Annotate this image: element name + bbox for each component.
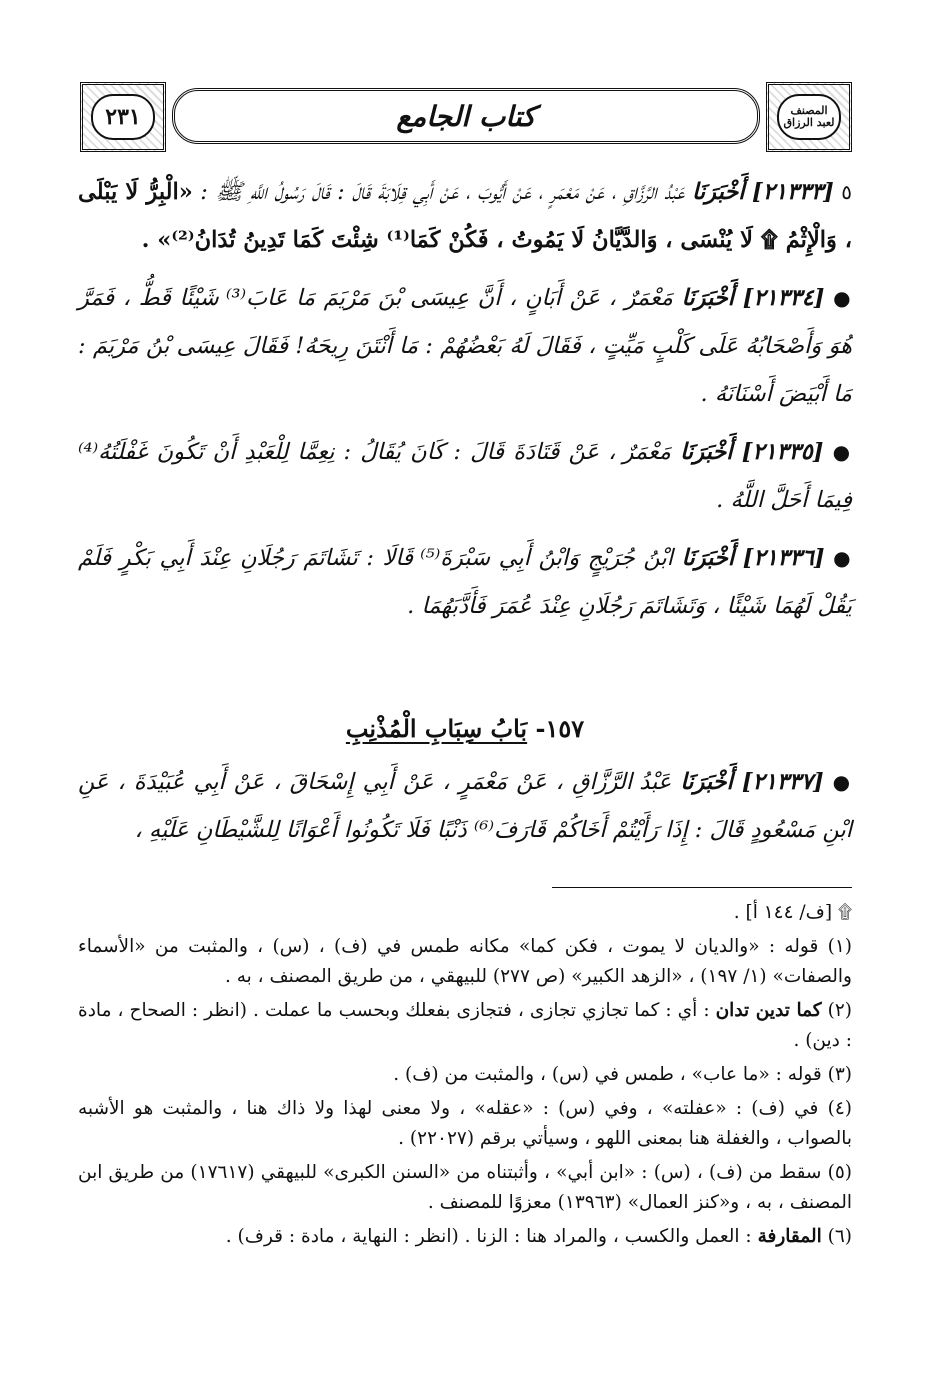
footnote-3: (٣) قوله : «ما عاب» ، طمس في (س) ، والمثبت من (ف) . [393, 1064, 852, 1085]
page-number: ٢٣١ [105, 104, 141, 130]
chapter-number: ١٥٧- [535, 714, 585, 743]
hadith-21334: ● [٢١٣٣٤] أَخْبَرَنَا مَعْمَرٌ ، عَنْ أَبَانٍ ، أَنَّ عِيسَى بْنَ مَرْيَمَ مَا عَابَ⁽³⁾ شَيْئًا قَطُّ ، فَمَرَّ هُوَ وَأَصْحَابُهُ عَلَى كَلْبٍ مَيِّتٍ ، فَقَالَ لَهُ بَعْضُهُمْ : مَا أَنْتَنَ رِيحَهُ! فَقَالَ عِيسَى بْنُ مَرْيَمَ : مَا أَبْيَضَ أَسْنَانَهُ . [78, 285, 853, 407]
footnotes [78, 898, 852, 1256]
hadith-21333: ٥ [٢١٣٣٣] أَخْبَرَنَا عَبْدُ الرَّزَّاقِ ، عَنْ مَعْمَرٍ ، عَنْ أَيُّوبَ ، عَنْ أَبِي قِلَابَةَ قَالَ : قَالَ رَسُولُ اللَّهِ ﷺ : «الْبِرُّ لَا يَبْلَى ، وَالْإِثْمُ ۩ لَا يُنْسَى ، وَالدَّيَّانُ لَا يَمُوتُ ، فَكُنْ كَمَا⁽¹⁾ شِئْتَ كَمَا تَدِينُ تُدَانُ⁽²⁾» . [78, 179, 853, 253]
title-cartouche [172, 88, 760, 144]
main-text-upper [78, 168, 852, 640]
footnote-4: (٤) في (ف) : «عفلته» ، وفي (س) : «عقله» ، ولا معنى لهذا ولا ذاك هنا ، والمثبت هو الأشبه بالصواب ، والغفلة هنا بمعنى اللهو ، وسيأتي برقم (٢٢٠٢٧) . [78, 1098, 852, 1149]
footnote-5: (٥) سقط من (ف) ، (س) : «ابن أبي» ، وأثبتناه من «السنن الكبرى» للبيهقي (١٧٦١٧) من طريق ابن المصنف ، به ، و«كنز العمال» (١٣٩٦٣) معزوًا للمصنف . [78, 1162, 852, 1213]
page-number-cartouche [80, 82, 166, 152]
footnote-folio: ۩ [ف/ ١٤٤ أ] . [733, 902, 852, 923]
chapter-title: بَابُ سِبَابِ الْمُذْنِبِ [345, 714, 528, 743]
hadith-21336: ● [٢١٣٣٦] أَخْبَرَنَا ابْنُ جُرَيْجٍ وَابْنُ أَبِي سَبْرَةَ⁽⁵⁾ قَالَا : تَشَاتَمَ رَجُلَانِ عِنْدَ أَبِي بَكْرٍ فَلَمْ يَقُلْ لَهُمَا شَيْئًا ، وَتَشَاتَمَ رَجُلَانِ عِنْدَ عُمَرَ فَأَدَّبَهُمَا . [78, 545, 852, 619]
page-header [80, 82, 852, 152]
hadith-21337: ● [٢١٣٣٧] أَخْبَرَنَا عَبْدُ الرَّزَّاقِ ، عَنْ مَعْمَرٍ ، عَنْ أَبِي إِسْحَاقَ ، عَنْ أَبِي عُبَيْدَةَ ، عَنِ ابْنِ مَسْعُودٍ قَالَ : إِذَا رَأَيْتُمْ أَخَاكُمْ قَارَفَ⁽⁶⁾ ذَنْبًا فَلَا تَكُونُوا أَعْوَانًا لِلشَّيْطَانِ عَلَيْهِ ، [78, 769, 852, 843]
main-text-lower [78, 758, 852, 864]
chapter-heading [78, 714, 852, 743]
book-title: كتاب الجامع [396, 99, 536, 133]
footnote-2: (٢) كما تدين تدان : أي : كما تجازي تجازى ، فتجازى بفعلك وبحسب ما عملت . (انظر : الصحاح ، مادة : دين) . [78, 1000, 852, 1051]
seal-logo [766, 82, 852, 152]
footnote-6: (٦) المقارفة : العمل والكسب ، والمراد هنا : الزنا . (انظر : النهاية ، مادة : قرف) . [225, 1226, 852, 1247]
footnote-1: (١) قوله : «والديان لا يموت ، فكن كما» مكانه طمس في (ف) ، (س) ، والمثبت من «الأسماء والصفات» (١/ ١٩٧) ، «الزهد الكبير» (ص ٢٧٧) للبيهقي ، من طريق المصنف ، به . [78, 936, 852, 987]
seal-text: المصنف لعبد الرزاق [783, 104, 835, 129]
footnote-divider [552, 887, 852, 888]
hadith-21335: ● [٢١٣٣٥] أَخْبَرَنَا مَعْمَرٌ ، عَنْ قَتَادَةَ قَالَ : كَانَ يُقَالُ : نِعِمَّا لِلْعَبْدِ أَنْ تَكُونَ غَفْلَتُهُ⁽⁴⁾ فِيمَا أَحَلَّ اللَّهُ . [78, 439, 852, 513]
